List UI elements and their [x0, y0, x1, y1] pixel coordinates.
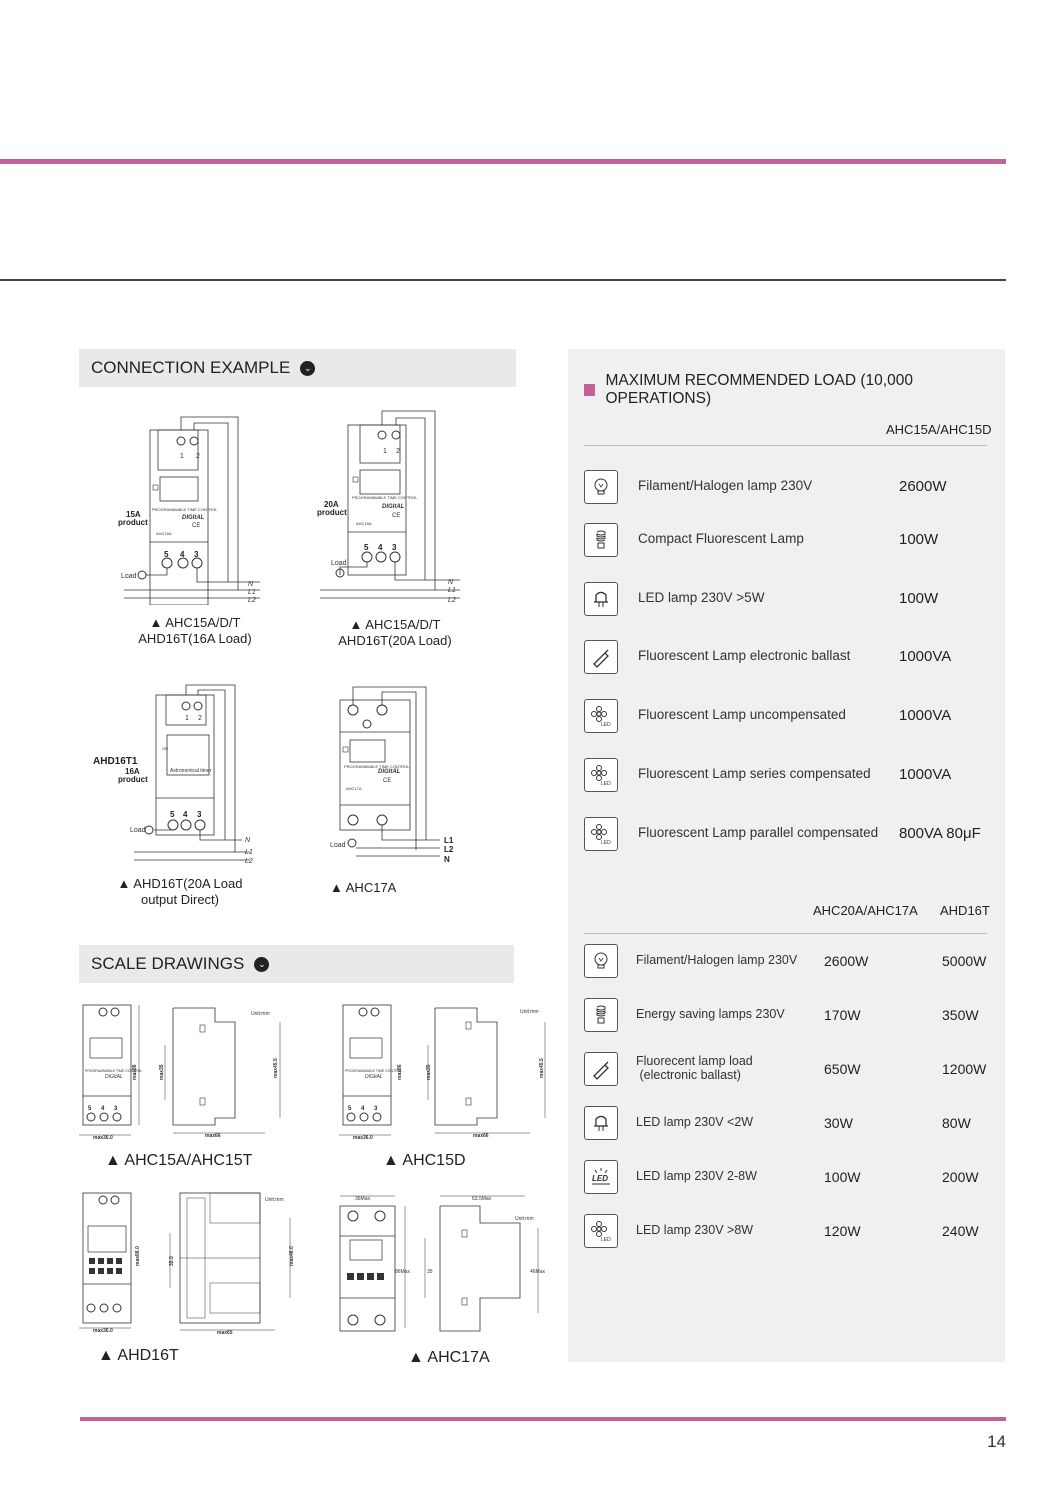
svg-text:2: 2 [396, 448, 400, 455]
svg-text:PROGRAMMABLE TIME CONTROL: PROGRAMMABLE TIME CONTROL [344, 764, 410, 769]
svg-text:product: product [118, 518, 148, 527]
svg-text:Unit:mm: Unit:mm [520, 1009, 539, 1015]
svg-text:PROGRAMMABLE TIME CONTROL: PROGRAMMABLE TIME CONTROL [345, 1069, 403, 1073]
svg-text:N: N [248, 581, 254, 588]
diagram-1-caption: ▲ AHC15A/D/T AHD16T(16A Load) [138, 615, 252, 646]
svg-text:product: product [317, 508, 347, 517]
svg-text:AHD16T1: AHD16T1 [93, 756, 138, 767]
wiring-diagram-20a [300, 405, 480, 605]
svg-text:20A: 20A [324, 500, 339, 509]
table2-row: LED LED lamp 230V >8W 120W 240W [584, 1214, 994, 1254]
svg-text:DIGItAL: DIGItAL [105, 1074, 123, 1080]
svg-text:PROGRAMMABLE TIME CONTROL: PROGRAMMABLE TIME CONTROL [152, 507, 218, 512]
svg-text:max66: max66 [473, 1133, 489, 1139]
scale-drawing-ahc15d [335, 1000, 550, 1145]
svg-text:PROGRAMMABLE TIME CONTROL: PROGRAMMABLE TIME CONTROL [352, 495, 418, 500]
header-divider [0, 279, 1006, 281]
connection-example-header [79, 349, 516, 387]
max-load-title: MAXIMUM RECOMMENDED LOAD (10,000 OPERATIONS) [584, 372, 1005, 408]
svg-text:product: product [118, 775, 148, 784]
wiring-diagram-15a [100, 405, 280, 605]
svg-text:LED: LED [601, 840, 611, 845]
table2-header-2: AHD16T [940, 903, 990, 918]
svg-text:CE: CE [383, 778, 392, 784]
svg-text:max65: max65 [217, 1330, 233, 1336]
table1-row: Compact Fluorescent Lamp 100W [584, 523, 994, 563]
svg-text:max36.0: max36.0 [353, 1135, 373, 1141]
wiring-diagram-ahc17a [320, 680, 480, 870]
svg-text:4: 4 [180, 550, 185, 559]
svg-text:N: N [448, 579, 454, 586]
svg-text:ON: ON [162, 746, 168, 751]
table1-row: LED Fluorescent Lamp uncompensated 1000VA [584, 699, 994, 739]
table2-header-1: AHC20A/AHC17A [813, 903, 918, 918]
bottom-accent-rule [80, 1417, 1006, 1421]
svg-text:L2: L2 [448, 597, 456, 604]
svg-text:CE: CE [392, 513, 401, 519]
table2-row: LED lamp 230V <2W 30W 80W [584, 1106, 994, 1146]
svg-text:35.0: 35.0 [169, 1256, 175, 1266]
svg-text:AHC15A: AHC15A [156, 531, 172, 536]
bulb-icon [584, 944, 618, 978]
svg-text:5: 5 [164, 550, 169, 559]
svg-text:46Max: 46Max [530, 1269, 546, 1275]
svg-text:3: 3 [392, 543, 397, 552]
svg-text:LED: LED [601, 1237, 611, 1242]
svg-text:max88.0: max88.0 [135, 1246, 141, 1266]
fluorescent-tube-icon [584, 1052, 618, 1086]
led-flower-icon [584, 758, 618, 792]
scale-caption-3: ▲ AHD16T [98, 1347, 179, 1364]
max-load-panel [568, 349, 1005, 1362]
svg-text:LED: LED [601, 722, 611, 727]
led-lamp-icon [584, 582, 618, 616]
svg-text:DIGItAL: DIGItAL [378, 769, 401, 775]
table1-divider [584, 445, 987, 446]
svg-text:5: 5 [88, 1106, 92, 1112]
svg-text:Unit:mm: Unit:mm [251, 1011, 270, 1017]
svg-text:max86: max86 [132, 1064, 138, 1080]
svg-text:Load: Load [130, 827, 146, 834]
led-badge-icon [584, 1160, 618, 1194]
scale-drawings-title: SCALE DRAWINGS [91, 954, 245, 973]
table2-divider [584, 933, 987, 934]
svg-text:DIGItAL: DIGItAL [365, 1074, 383, 1080]
svg-text:Load: Load [121, 573, 137, 580]
svg-text:max86: max86 [397, 1064, 403, 1080]
svg-text:N: N [444, 855, 450, 864]
svg-text:max45.5: max45.5 [539, 1058, 545, 1078]
scale-drawing-ahc17a [335, 1188, 555, 1338]
svg-text:L1: L1 [248, 589, 256, 596]
svg-text:Astronomical timer: Astronomical timer [170, 768, 212, 774]
svg-text:DIGItAL: DIGItAL [182, 515, 205, 521]
svg-text:L1: L1 [245, 849, 253, 856]
svg-text:L1: L1 [444, 836, 454, 845]
svg-text:LED: LED [601, 781, 611, 786]
svg-text:2: 2 [198, 715, 202, 722]
svg-text:35: 35 [427, 1269, 433, 1275]
svg-text:Load: Load [331, 560, 347, 567]
cfl-icon [584, 998, 618, 1032]
svg-text:15A: 15A [126, 510, 141, 519]
svg-text:CE: CE [192, 523, 201, 529]
top-accent-rule [0, 159, 1006, 164]
svg-text:AHC17A: AHC17A [346, 786, 362, 791]
table1-header: AHC15A/AHC15D [886, 422, 992, 437]
scale-drawing-ahd16t [75, 1188, 300, 1338]
svg-text:max35: max35 [159, 1064, 165, 1080]
table2-row: Energy saving lamps 230V 170W 350W [584, 998, 994, 1038]
svg-text:86Max: 86Max [395, 1269, 411, 1275]
led-lamp-icon [584, 1106, 618, 1140]
connection-example-title: CONNECTION EXAMPLE [91, 358, 291, 377]
led-flower-icon [584, 699, 618, 733]
diagram-3-caption: ▲ AHD16T(20A Load output Direct) [117, 876, 243, 907]
svg-text:5: 5 [348, 1106, 352, 1112]
fluorescent-tube-icon [584, 640, 618, 674]
svg-text:Unit:mm: Unit:mm [515, 1216, 534, 1222]
wiring-diagram-ahd16t [90, 680, 270, 870]
table2-row: Fluorecent lamp load (electronic ballast) 650W 1200W [584, 1052, 994, 1092]
svg-text:1: 1 [180, 453, 184, 460]
svg-text:LED: LED [592, 1174, 608, 1183]
led-flower-icon [584, 1214, 618, 1248]
svg-text:3: 3 [194, 550, 199, 559]
svg-text:L2: L2 [245, 858, 253, 865]
svg-text:63.5Max: 63.5Max [472, 1196, 492, 1202]
svg-text:4: 4 [183, 810, 188, 819]
diagram-2-caption: ▲ AHC15A/D/T AHD16T(20A Load) [338, 617, 452, 648]
led-flower-icon [584, 817, 618, 851]
svg-text:1: 1 [383, 448, 387, 455]
svg-text:Load: Load [330, 842, 346, 849]
table1-row: Filament/Halogen lamp 230V 2600W [584, 470, 994, 510]
svg-text:16A: 16A [125, 767, 140, 776]
svg-text:max46.0: max46.0 [289, 1246, 295, 1266]
svg-text:4: 4 [361, 1106, 365, 1112]
svg-text:36Max: 36Max [355, 1196, 371, 1202]
svg-text:5: 5 [364, 543, 369, 552]
pink-square-icon [584, 384, 595, 396]
scale-drawings-header [79, 945, 514, 983]
svg-text:4: 4 [101, 1106, 105, 1112]
diagram-4-caption: ▲ AHC17A [330, 880, 397, 895]
chevron-down-icon: ⌄ [254, 957, 269, 972]
scale-drawing-ahc15a [75, 1000, 285, 1145]
svg-text:L2: L2 [248, 597, 256, 604]
svg-text:L1: L1 [448, 587, 456, 594]
svg-text:max35: max35 [426, 1064, 432, 1080]
svg-text:4: 4 [378, 543, 383, 552]
table1-row: LED Fluorescent Lamp parallel compensated 800VA 80μF [584, 817, 994, 857]
scale-caption-2: ▲ AHC15D [383, 1152, 466, 1169]
svg-text:DIGItAL: DIGItAL [382, 504, 405, 510]
scale-caption-1: ▲ AHC15A/AHC15T [105, 1152, 253, 1169]
svg-text:L2: L2 [444, 845, 454, 854]
svg-text:N: N [245, 837, 251, 844]
svg-text:max36.0: max36.0 [93, 1328, 113, 1334]
svg-text:max45.5: max45.5 [273, 1058, 279, 1078]
svg-text:3: 3 [114, 1106, 118, 1112]
bulb-icon [584, 470, 618, 504]
page-number: 14 [987, 1432, 1006, 1451]
svg-text:Unit:mm: Unit:mm [265, 1197, 284, 1203]
table2-row: Filament/Halogen lamp 230V 2600W 5000W [584, 944, 994, 984]
chevron-down-icon: ⌄ [300, 361, 315, 376]
table1-row: Fluorescent Lamp electronic ballast 1000VA [584, 640, 994, 680]
svg-text:max66: max66 [205, 1133, 221, 1139]
table1-row: LED Fluorescent Lamp series compensated 1000VA [584, 758, 994, 798]
svg-text:2: 2 [196, 453, 200, 460]
cfl-icon [584, 523, 618, 557]
svg-text:1: 1 [185, 715, 189, 722]
svg-text:3: 3 [374, 1106, 378, 1112]
svg-text:max36.0: max36.0 [93, 1135, 113, 1141]
svg-text:AHC15A: AHC15A [356, 521, 372, 526]
scale-caption-4: ▲ AHC17A [408, 1349, 490, 1366]
table1-row: LED lamp 230V >5W 100W [584, 582, 994, 622]
svg-text:5: 5 [170, 810, 175, 819]
table2-row: LED LED lamp 230V 2-8W 100W 200W [584, 1160, 994, 1200]
svg-text:3: 3 [197, 810, 202, 819]
svg-text:PROGRAMMABLE TIME CONTROL: PROGRAMMABLE TIME CONTROL [85, 1069, 143, 1073]
